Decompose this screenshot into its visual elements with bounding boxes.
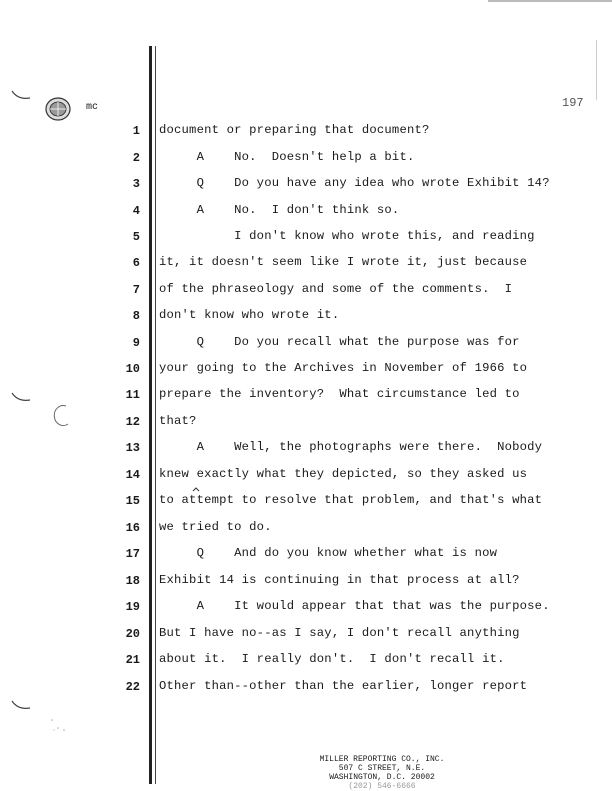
line-number: 4 <box>132 204 140 218</box>
top-edge-rule <box>488 0 612 2</box>
reporter-initials: mc <box>86 102 99 113</box>
line-number: 1 <box>132 124 140 138</box>
transcript-line: that? <box>159 414 197 428</box>
right-edge-mark <box>596 40 597 100</box>
transcript-line: A No. Doesn't help a bit. <box>159 150 415 164</box>
line-number: 7 <box>132 283 140 297</box>
line-number: 20 <box>125 627 140 641</box>
transcript-line: don't know who wrote it. <box>159 308 340 322</box>
binder-hole-mark-middle <box>10 390 34 406</box>
line-number: 5 <box>132 230 140 244</box>
binder-hole-mark-top <box>10 88 34 104</box>
transcript-line: of the phraseology and some of the comments. I <box>159 282 513 296</box>
line-number: 9 <box>132 336 140 350</box>
transcript-line: But I have no--as I say, I don't recall anything <box>159 626 520 640</box>
transcript-line: Other than--other than the earlier, longer report <box>159 679 528 693</box>
transcript-line: A No. I don't think so. <box>159 203 400 217</box>
transcript-line: I don't know who wrote this, and reading <box>159 229 535 243</box>
line-number: 14 <box>125 468 140 482</box>
transcript-line: Q Do you have any idea who wrote Exhibit 14? <box>159 176 550 190</box>
line-number: 18 <box>125 574 140 588</box>
line-number: 10 <box>125 362 140 376</box>
transcript-line: Q Do you recall what the purpose was for <box>159 335 520 349</box>
line-number: 3 <box>132 177 140 191</box>
transcript-line: it, it doesn't seem like I wrote it, just because <box>159 255 528 269</box>
transcript-line: we tried to do. <box>159 520 272 534</box>
line-number: 16 <box>125 521 140 535</box>
line-number: 11 <box>125 388 140 402</box>
footer-company: MILLER REPORTING CO., INC. <box>319 755 445 764</box>
page-number: 197 <box>562 96 584 110</box>
transcript-line: knew exactly what they depicted, so they asked us <box>159 467 528 481</box>
line-number: 8 <box>132 309 140 323</box>
reporter-footer <box>262 755 502 791</box>
line-number: 12 <box>125 415 140 429</box>
reporter-seal-icon <box>44 96 72 122</box>
transcript-line: your going to the Archives in November of 1966 to <box>159 361 528 375</box>
line-number: 22 <box>125 680 140 694</box>
transcript-line: prepare the inventory? What circumstance led to <box>159 387 520 401</box>
transcript-line: about it. I really don't. I don't recall it. <box>159 652 505 666</box>
binder-hole-mark-bottom <box>10 698 34 714</box>
line-number: 13 <box>125 441 140 455</box>
line-number: 6 <box>132 256 140 270</box>
left-margin-rule-thick <box>149 46 152 784</box>
line-number: 2 <box>132 151 140 165</box>
line-number: 21 <box>125 653 140 667</box>
transcript-line: A It would appear that that was the purpose. <box>159 599 550 613</box>
line-number: 17 <box>125 547 140 561</box>
stray-pen-mark <box>192 487 200 493</box>
transcript-line: Q And do you know whether what is now <box>159 546 498 560</box>
footer-phone: (202) 546-6666 <box>348 782 416 791</box>
footer-city: WASHINGTON, D.C. 20002 <box>329 773 435 782</box>
transcript-line: Exhibit 14 is continuing in that process at all? <box>159 573 520 587</box>
transcript-line: document or preparing that document? <box>159 123 430 137</box>
transcript-line: A Well, the photographs were there. Nobody <box>159 440 543 454</box>
footer-street: 507 C STREET, N.E. <box>338 764 426 773</box>
punch-hole-circle-icon <box>48 402 72 430</box>
line-number: 15 <box>125 494 140 508</box>
smudge-mark <box>46 716 70 736</box>
transcript-line: to attempt to resolve that problem, and that's what <box>159 493 543 507</box>
line-number: 19 <box>125 600 140 614</box>
left-margin-rule-thin <box>155 46 156 784</box>
